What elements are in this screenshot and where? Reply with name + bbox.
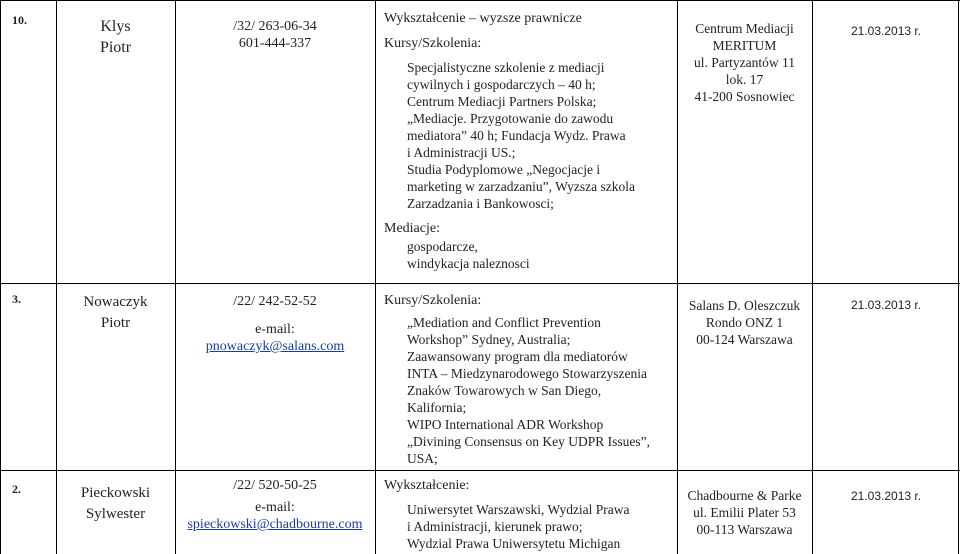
organization-line: MERITUM [712, 38, 777, 53]
mediator-name [56, 483, 175, 525]
entry-date: 21.03.2013 r. [851, 489, 922, 503]
training-line: Studia Podyplomowe „Negocjacje i [407, 162, 601, 177]
training-line: i Administracji US.; [407, 145, 516, 160]
phone-number: /22/ 520-50-25 [233, 478, 317, 493]
entry-date: 21.03.2013 r. [851, 24, 922, 38]
first-name: Sylwester [85, 506, 146, 522]
row-number: 3. [12, 292, 21, 306]
email-label: e-mail: [255, 322, 295, 337]
organization-line: Chadbourne & Parke [687, 488, 802, 503]
organization-line: 00-113 Warszawa [696, 522, 793, 537]
surname: Nowaczyk [83, 294, 148, 310]
training-line: „Mediacje. Przygotowanie do zawodu [407, 111, 614, 126]
qualifications [384, 292, 650, 467]
organization-line: Rondo ONZ 1 [705, 315, 784, 330]
training-label: Kursy/Szkolenia: [384, 293, 482, 308]
mediator-name [56, 16, 175, 58]
organization-line: Centrum Mediacji [695, 21, 794, 36]
email-label: e-mail: [255, 500, 295, 515]
training-line: Workshop” Sydney, Australia; [407, 332, 571, 347]
organization-line: 41-200 Sosnowiec [694, 89, 795, 104]
row-divider [0, 283, 960, 284]
surname: Klys [100, 18, 131, 35]
email-link[interactable]: spieckowski@chadbourne.com [187, 517, 363, 532]
training-line: WIPO International ADR Workshop [407, 417, 604, 432]
organization-address [677, 297, 812, 348]
qualifications [384, 10, 635, 272]
organization-line: Salans D. Oleszczuk [688, 298, 801, 313]
education-line: i Administracji, kierunek prawo; [407, 519, 583, 534]
training-list [384, 314, 650, 467]
training-line: Znaków Towarowych w San Diego, [407, 383, 602, 398]
surname: Pieckowski [80, 485, 151, 501]
organization-line: lok. 17 [725, 72, 764, 87]
mediation-line: windykacja naleznosci [407, 256, 530, 271]
training-line: „Mediation and Conflict Prevention [407, 315, 601, 330]
training-line: USA; [407, 451, 438, 466]
mediation-line: gospodarcze, [407, 239, 478, 254]
training-line: Zaawansowany program dla mediatorów [407, 349, 628, 364]
entry-date: 21.03.2013 r. [851, 298, 922, 312]
organization-address [677, 20, 812, 105]
training-line: INTA – Miedzynarodowego Stowarzyszenia [407, 366, 647, 381]
organization-address [677, 487, 812, 538]
training-label: Kursy/Szkolenia: [384, 36, 482, 51]
email-link[interactable]: pnowaczyk@salans.com [205, 339, 345, 354]
row-divider [0, 470, 960, 471]
mediation-label: Mediacje: [384, 221, 440, 236]
phone-number: 601-444-337 [238, 36, 312, 51]
row-number: 10. [12, 13, 27, 27]
organization-line: ul. Partyzantów 11 [693, 55, 796, 70]
organization-line: 00-124 Warszawa [696, 332, 793, 347]
phone-number: /22/ 242-52-52 [233, 294, 317, 309]
first-name: Piotr [99, 39, 132, 56]
row-number: 2. [12, 482, 21, 496]
first-name: Piotr [100, 315, 131, 331]
organization-line: ul. Emilii Plater 53 [693, 505, 796, 520]
training-line: marketing w zarzadzaniu”, Wyzsza szkola [407, 179, 635, 194]
contact-phones [175, 18, 375, 52]
contact-details [175, 293, 375, 355]
education-list [384, 501, 630, 552]
mediation-list [384, 238, 635, 272]
education-line: Uniwersytet Warszawski, Wydzial Prawa [407, 502, 630, 517]
training-line: cywilnych i gospodarczych – 40 h; [407, 77, 596, 92]
mediator-name [56, 292, 175, 334]
contact-details [175, 477, 375, 533]
qualifications [384, 477, 630, 552]
table-border-top [0, 0, 960, 1]
education-label: Wykształcenie: [384, 478, 470, 493]
training-line: mediatora” 40 h; Fundacja Wydz. Prawa [407, 128, 626, 143]
training-line: Kalifornia; [407, 400, 467, 415]
education-line: Wydzial Prawa Uniwersytetu Michigan [407, 536, 621, 551]
training-line: „Divining Consensus on Key UDPR Issues”, [407, 434, 650, 449]
training-list [384, 59, 635, 212]
training-line: Specjalistyczne szkolenie z mediacji [407, 60, 605, 75]
phone-number: /32/ 263-06-34 [233, 19, 317, 34]
education-text: Wykształcenie – wyzsze prawnicze [384, 11, 582, 26]
training-line: Zarzadzania i Bankowosci; [407, 196, 554, 211]
training-line: Centrum Mediacji Partners Polska; [407, 94, 597, 109]
